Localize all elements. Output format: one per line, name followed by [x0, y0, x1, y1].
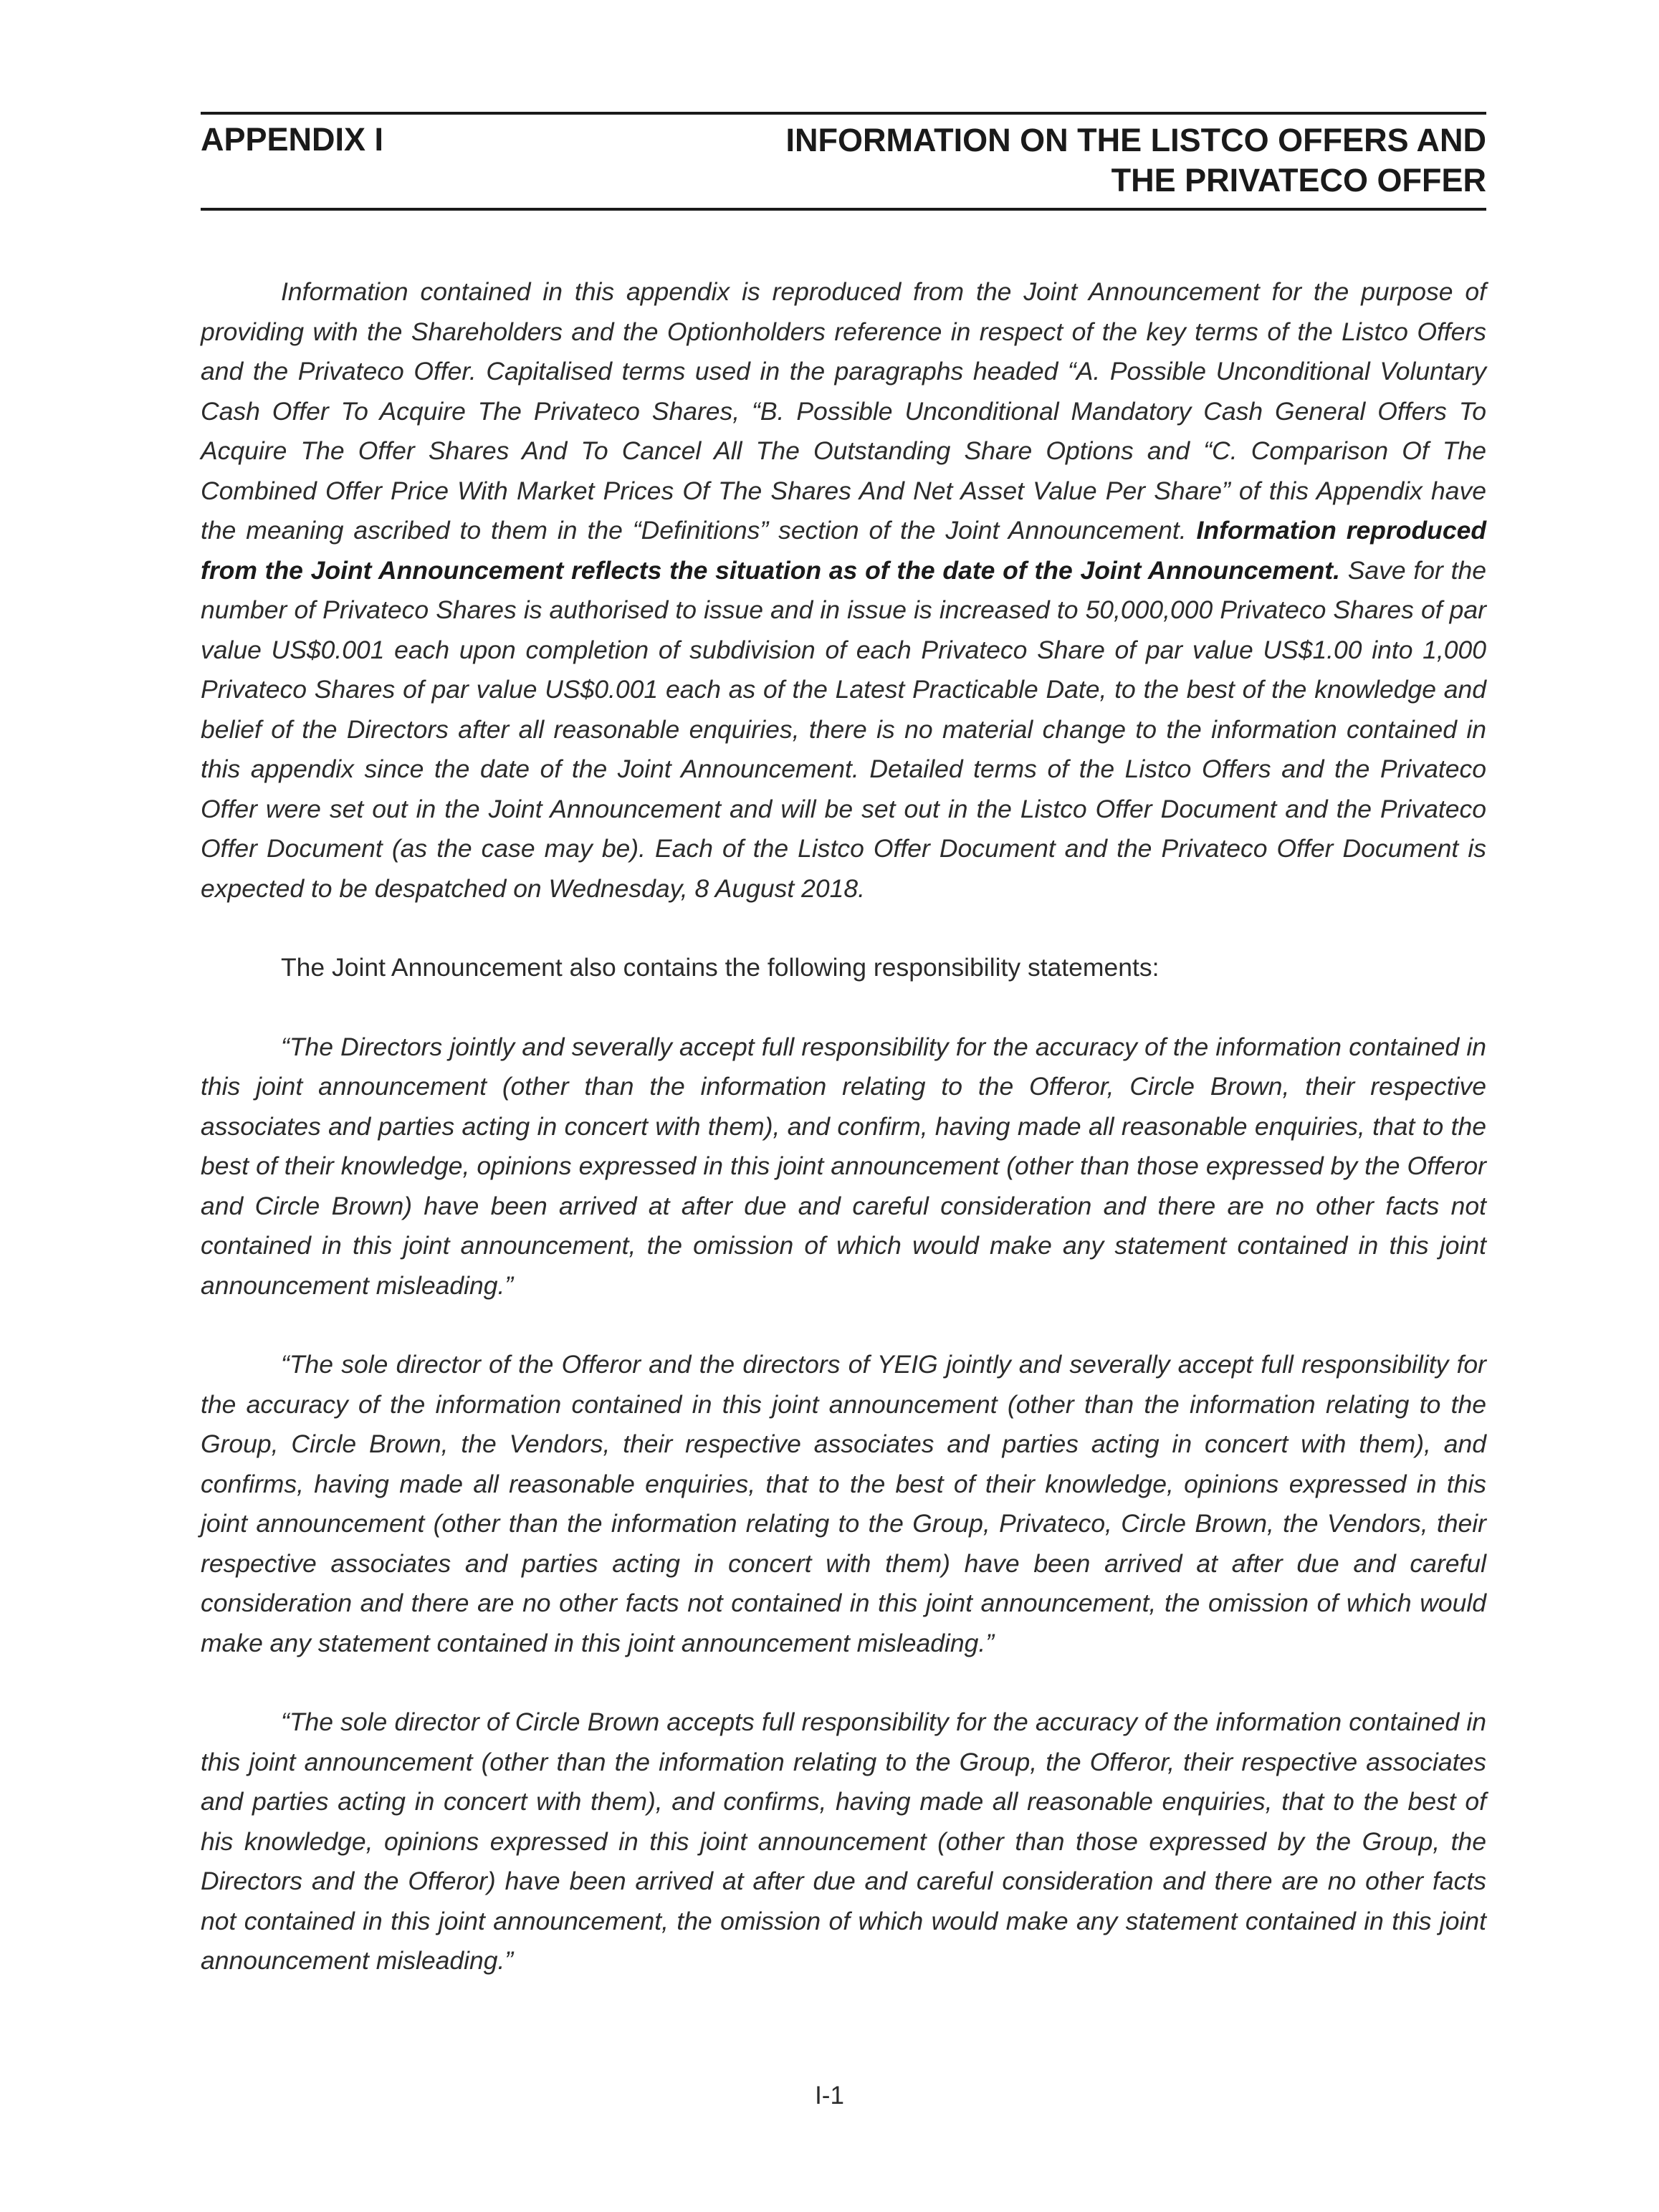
page-title-line-1: INFORMATION ON THE LISTCO OFFERS AND	[785, 122, 1486, 158]
intro-text-part-2: Save for the number of Privateco Shares is authorised to issue and in issue is increased to 50,000,000 Privateco Shares of par value US$0.001 each upon completion of subdivision of each Privateco Share of par value US$1.00 into 1,000 Privateco Shares of par value US$0.001 each as of the Latest Practicable Date, to the best of the knowledge and belief of the Directors after all reasonable enquiries, there is no material change to the information contained in this appendix since the date of the Joint Announcement. Detailed terms of the Listco Offers and the Privateco Offer were set out in the Joint Announcement and will be set out in the Listco Offer Document and the Privateco Offer Document (as the case may be). Each of the Listco Offer Document and the Privateco Offer Document is expected to be despatched on Wednesday, 8 August 2018.	[201, 555, 1486, 903]
intro-bold-statement: Information reproduced from the Joint Announcement reflects the situation as of the date of the Joint Announcement.	[201, 516, 1486, 585]
document-body	[201, 272, 1486, 1981]
intro-text-part-1: Information contained in this appendix is reproduced from the Joint Announcement for the purpose of providing with the Shareholders and the Optionholders reference in respect of the key terms of the Listco Offers and the Privateco Offer. Capitalised terms used in the paragraphs headed “A. Possible Unconditional Voluntary Cash Offer To Acquire The Privateco Shares, “B. Possible Unconditional Mandatory Cash General Offers To Acquire The Offer Shares And To Cancel All The Outstanding Share Options and “C. Comparison Of The Combined Offer Price With Market Prices Of The Shares And Net Asset Value Per Share” of this Appendix have the meaning ascribed to them in the “Definitions” section of the Joint Announcement.	[201, 277, 1486, 545]
circle-brown-statement: “The sole director of Circle Brown accepts full responsibility for the accuracy of the information contained in this joint announcement (other than the information relating to the Group, the Offeror, their respective associates and parties acting in concert with them), and confirms, having made all reasonable enquiries, that to the best of his knowledge, opinions expressed in this joint announcement (other than those expressed by the Group, the Directors and the Offeror) have been arrived at after due and careful consideration and there are no other facts not contained in this joint announcement, the omission of which would make any statement contained in this joint announcement misleading.”	[201, 1708, 1486, 1975]
header-top-rule	[201, 112, 1486, 115]
header-bottom-rule	[201, 208, 1486, 211]
offeror-statement: “The sole director of the Offeror and the directors of YEIG jointly and severally accept full responsibility for the accuracy of the information contained in this joint announcement (other than the information relating to the Group, Circle Brown, the Vendors, their respective associates and parties acting in concert with them), and confirms, having made all reasonable enquiries, that to the best of their knowledge, opinions expressed in this joint announcement (other than the information relating to the Group, Privateco, Circle Brown, the Vendors, their respective associates and parties acting in concert with them) have been arrived at after due and careful consideration and there are no other facts not contained in this joint announcement, the omission of which would make any statement contained in this joint announcement misleading.”	[201, 1350, 1486, 1657]
intro-paragraph	[201, 272, 1486, 909]
directors-statement: “The Directors jointly and severally accept full responsibility for the accuracy of the information contained in this joint announcement (other than the information relating to the Offeror, Circle Brown, their respective associates and parties acting in concert with them), and confirm, having made all reasonable enquiries, that to the best of their knowledge, opinions expressed in this joint announcement (other than those expressed by the Offeror and Circle Brown) have been arrived at after due and careful consideration and there are no other facts not contained in this joint announcement, the omission of which would make any statement contained in this joint announcement misleading.”	[201, 1032, 1486, 1300]
page-number: I-1	[815, 2082, 844, 2110]
appendix-label: APPENDIX I	[201, 121, 384, 158]
page-title-line-2: THE PRIVATECO OFFER	[1111, 162, 1486, 198]
lead-paragraph: The Joint Announcement also contains the following responsibility statements:	[281, 953, 1160, 982]
page-title	[626, 120, 1486, 201]
